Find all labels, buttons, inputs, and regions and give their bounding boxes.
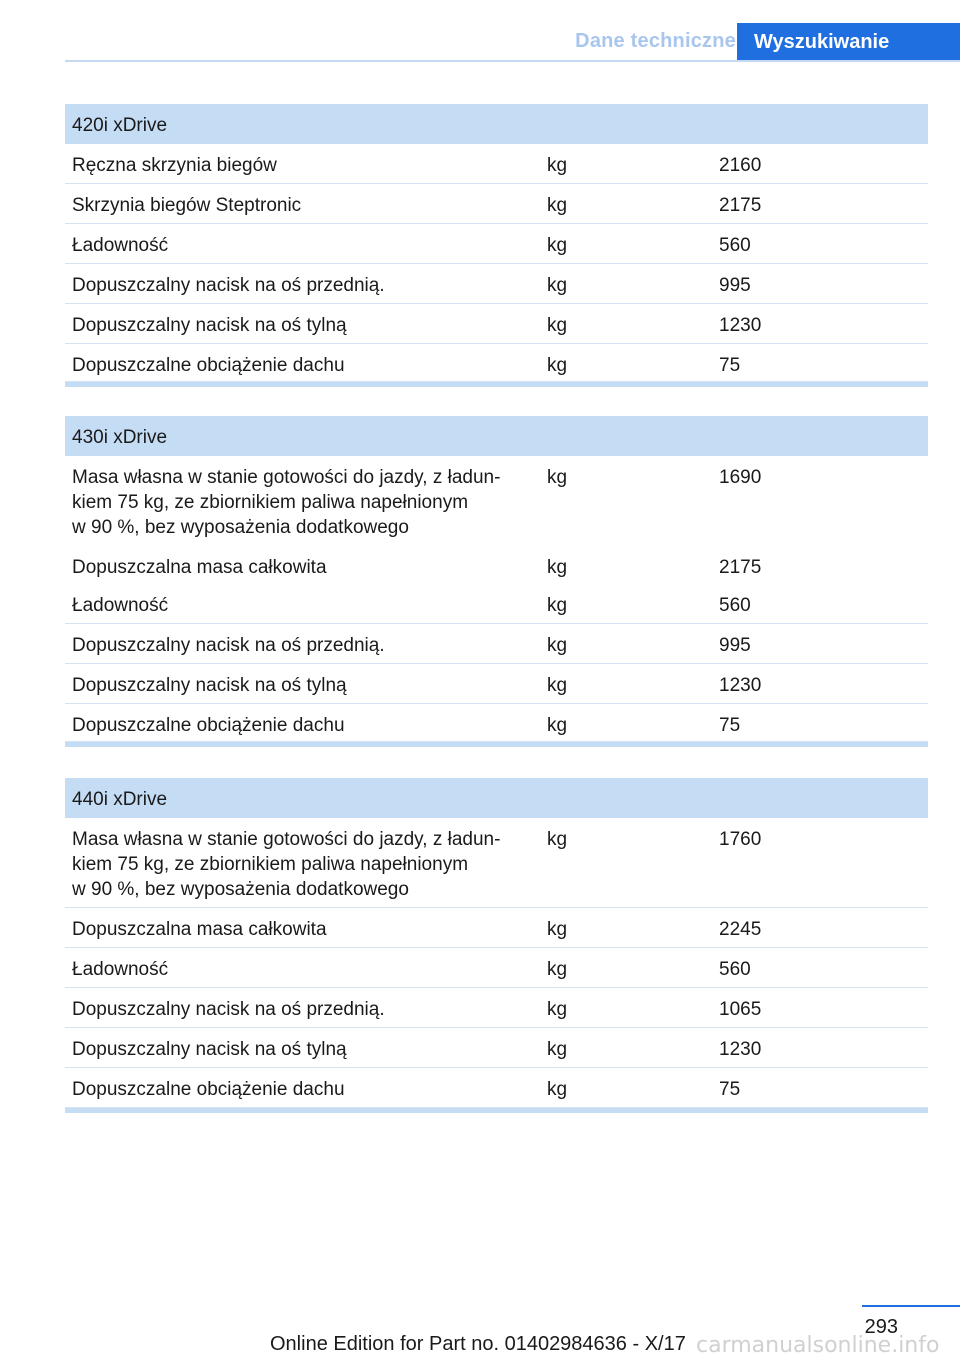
row-label: Ładowność	[72, 959, 169, 980]
row-unit: kg	[547, 315, 568, 336]
row-label: Dopuszczalny nacisk na oś tylną	[72, 315, 347, 336]
table-end-bar	[65, 1108, 928, 1113]
row-value: 560	[719, 235, 751, 256]
table-end-bar	[65, 382, 928, 387]
table-row	[65, 948, 928, 988]
row-label: Dopuszczalna masa całkowita	[72, 919, 327, 940]
row-label: Dopuszczalny nacisk na oś tylną	[72, 675, 347, 696]
spec-table-430i	[65, 416, 928, 747]
row-unit: kg	[547, 1079, 568, 1100]
row-label: Masa własna w stanie gotowości do jazdy, z ładun- kiem 75 kg, ze zbiornikiem paliwa napełnionym w 90 %, bez wyposażenia dodatkowego	[72, 829, 501, 900]
table-title: 420i xDrive	[65, 104, 928, 144]
row-label: Dopuszczalne obciążenie dachu	[72, 715, 345, 736]
row-label: Dopuszczalny nacisk na oś przednią.	[72, 635, 385, 656]
row-value: 1230	[719, 1039, 762, 1060]
row-value: 75	[719, 715, 741, 736]
row-label: Dopuszczalny nacisk na oś tylną	[72, 1039, 347, 1060]
row-value: 995	[719, 635, 751, 656]
row-label: Dopuszczalne obciążenie dachu	[72, 355, 345, 376]
footer-rule	[862, 1305, 960, 1307]
edition-text: Online Edition for Part no. 01402984636 - X/17	[270, 1333, 686, 1355]
row-value: 560	[719, 595, 751, 616]
row-label: Dopuszczalny nacisk na oś przednią.	[72, 999, 385, 1020]
header-rule	[65, 60, 960, 62]
row-value: 75	[719, 355, 741, 376]
row-unit: kg	[547, 595, 568, 616]
table-row	[65, 1068, 928, 1108]
row-unit: kg	[547, 235, 568, 256]
row-value: 560	[719, 959, 751, 980]
row-unit: kg	[547, 557, 568, 578]
row-label: Ładowność	[72, 235, 169, 256]
row-unit: kg	[547, 355, 568, 376]
row-unit: kg	[547, 999, 568, 1020]
table-row	[65, 344, 928, 382]
row-label: Ładowność	[72, 595, 169, 616]
table-row	[65, 624, 928, 664]
row-unit: kg	[547, 959, 568, 980]
row-unit: kg	[547, 715, 568, 736]
table-row	[65, 224, 928, 264]
row-value: 1230	[719, 675, 762, 696]
tab-search[interactable]: Wyszukiwanie	[737, 23, 960, 62]
row-unit: kg	[547, 919, 568, 940]
row-unit: kg	[547, 467, 568, 488]
row-label: Skrzynia biegów Steptronic	[72, 195, 302, 216]
row-value: 1065	[719, 999, 762, 1020]
row-value: 2245	[719, 919, 762, 940]
row-label: Dopuszczalne obciążenie dachu	[72, 1079, 345, 1100]
page-header	[0, 0, 960, 62]
table-row	[65, 704, 928, 742]
row-label: Dopuszczalna masa całkowita	[72, 557, 327, 578]
row-label: Ręczna skrzynia biegów	[72, 155, 277, 176]
table-row	[65, 304, 928, 344]
table-row	[65, 144, 928, 184]
watermark: carmanualsonline.info	[696, 1333, 940, 1358]
row-value: 2175	[719, 557, 762, 578]
row-value: 2160	[719, 155, 762, 176]
row-label: Dopuszczalny nacisk na oś przednią.	[72, 275, 385, 296]
table-row	[65, 264, 928, 304]
row-unit: kg	[547, 155, 568, 176]
table-row	[65, 908, 928, 948]
row-value: 1760	[719, 829, 762, 850]
table-row	[65, 1028, 928, 1068]
table-row	[65, 456, 928, 546]
table-row	[65, 664, 928, 704]
row-value: 1230	[719, 315, 762, 336]
spec-table-440i	[65, 778, 928, 1113]
row-value: 1690	[719, 467, 762, 488]
row-unit: kg	[547, 275, 568, 296]
row-value: 995	[719, 275, 751, 296]
row-unit: kg	[547, 1039, 568, 1060]
table-row	[65, 546, 928, 584]
table-row	[65, 988, 928, 1028]
row-unit: kg	[547, 675, 568, 696]
table-row	[65, 184, 928, 224]
spec-table-420i	[65, 104, 928, 387]
row-label: Masa własna w stanie gotowości do jazdy, z ładun- kiem 75 kg, ze zbiornikiem paliwa napełnionym w 90 %, bez wyposażenia dodatkowego	[72, 467, 501, 538]
row-value: 2175	[719, 195, 762, 216]
table-end-bar	[65, 742, 928, 747]
table-title: 440i xDrive	[65, 778, 928, 818]
row-unit: kg	[547, 635, 568, 656]
page-number: 293	[864, 1316, 898, 1338]
section-label[interactable]: Dane techniczne	[575, 30, 736, 52]
row-unit: kg	[547, 829, 568, 850]
table-title: 430i xDrive	[65, 416, 928, 456]
table-row	[65, 818, 928, 908]
table-row	[65, 584, 928, 624]
row-unit: kg	[547, 195, 568, 216]
row-value: 75	[719, 1079, 741, 1100]
